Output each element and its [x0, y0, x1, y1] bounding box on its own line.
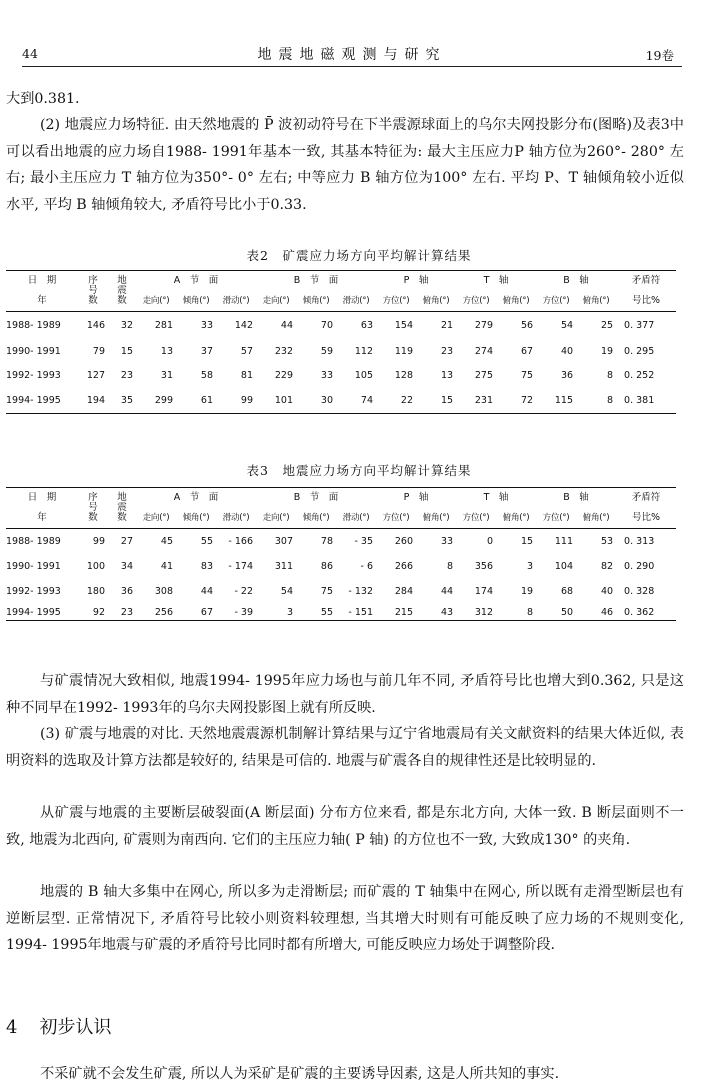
value-cell: 35: [120, 394, 133, 406]
header-p-axis: P 轴: [403, 492, 429, 503]
value-cell: 105: [354, 370, 374, 381]
value-cell: 142: [234, 320, 254, 332]
table-row: [6, 312, 676, 340]
table-row: [6, 605, 676, 621]
table-row: [6, 529, 676, 555]
value-cell: 3: [526, 561, 534, 572]
paragraph-seismic-stress: (2) 地震应力场特征. 由天然地震的 P̄ 波初动符号在下半震源球面上的乌尔夫网投影分布(图略)及表3中可以看出地震的应力场自1988- 1991年基本一致, 其基本特征为: 最大主压应力P 轴方位为260°- 280° 左右; 最小主压应力 T 轴方位为350°- 0° 左右; 中等应力 B 轴方位为100° 左右. 平均 P、T 轴倾角较小近似水平, 平均 B 轴倾角较大, 矛盾符号比小于0.33.: [6, 117, 684, 213]
value-cell: 15: [440, 394, 454, 406]
value-cell: 307: [274, 536, 294, 548]
value-cell: 44: [440, 586, 454, 597]
value-cell: 266: [394, 561, 414, 572]
value-cell: 19: [600, 346, 614, 357]
paragraph-mining: 不采矿就不会发生矿震, 所以人为采矿是矿震的主要诱导因素, 这是人所共知的事实.: [40, 1066, 560, 1082]
value-cell: 75: [520, 370, 534, 381]
value-cell: 101: [274, 394, 294, 406]
value-cell: 32: [120, 320, 133, 332]
value-cell: 15: [120, 346, 133, 357]
header-plunge: 俯角(°): [502, 296, 530, 306]
value-cell: 33: [320, 370, 334, 381]
value-cell: 194: [86, 394, 105, 406]
value-cell: 72: [520, 394, 534, 406]
header-plunge: 俯角(°): [422, 296, 450, 306]
value-cell: 58: [200, 370, 213, 381]
header-plunge: 俯角(°): [502, 513, 530, 523]
header-strike: 走向(°): [262, 296, 290, 306]
value-cell: 27: [120, 536, 133, 548]
value-cell: 86: [320, 561, 334, 572]
table-row: [6, 364, 676, 388]
value-cell: 8: [526, 606, 534, 618]
table3-body: [6, 529, 676, 621]
header-dip: 倾角(°): [302, 296, 330, 306]
value-cell: 146: [86, 320, 105, 332]
header-date: 日 期: [27, 492, 57, 503]
value-cell: 174: [474, 586, 494, 597]
value-cell: 13: [440, 370, 454, 381]
header-ratio-1: 矛盾符: [631, 275, 661, 286]
header-azimuth: 方位(°): [462, 513, 490, 523]
year-range-cell: 1988- 1989: [6, 536, 61, 548]
ratio-cell: 0. 362: [624, 606, 655, 618]
header-plunge: 俯角(°): [422, 513, 450, 523]
value-cell: 100: [86, 561, 105, 572]
value-cell: - 35: [354, 536, 374, 548]
value-cell: 281: [154, 320, 173, 332]
header-slip: 滑动(°): [342, 513, 370, 523]
paragraph-continuation: 大到0.381.: [6, 91, 80, 107]
section-number: 4: [6, 1017, 18, 1038]
header-strike: 走向(°): [142, 513, 170, 523]
value-cell: 274: [474, 346, 494, 357]
value-cell: 275: [474, 370, 494, 381]
header-year: 年: [37, 512, 47, 523]
value-cell: 15: [520, 536, 534, 548]
header-seq: 序号数: [88, 491, 98, 523]
value-cell: 44: [200, 586, 213, 597]
table2-caption: 表2 矿震应力场方向平均解计算结果: [246, 248, 472, 263]
header-a-plane: A 节 面: [173, 492, 219, 503]
value-cell: 215: [394, 606, 414, 618]
value-cell: 284: [394, 586, 414, 597]
value-cell: 33: [440, 536, 454, 548]
value-cell: 43: [440, 606, 454, 618]
ratio-cell: 0. 290: [624, 561, 655, 572]
value-cell: 8: [606, 370, 614, 381]
header-azimuth: 方位(°): [462, 296, 490, 306]
ratio-cell: 0. 328: [624, 586, 655, 597]
value-cell: - 151: [348, 606, 374, 618]
value-cell: 99: [240, 394, 254, 406]
value-cell: 99: [92, 536, 105, 548]
value-cell: 40: [560, 346, 574, 357]
header-slip: 滑动(°): [222, 296, 250, 306]
table2-body: [6, 312, 676, 414]
year-range-cell: 1988- 1989: [6, 320, 61, 332]
value-cell: 56: [520, 320, 534, 332]
header-quake-count: 地震数: [117, 274, 127, 306]
value-cell: 37: [200, 346, 213, 357]
value-cell: 154: [394, 320, 414, 332]
header-azimuth: 方位(°): [542, 513, 570, 523]
value-cell: 231: [474, 394, 494, 406]
header-strike: 走向(°): [142, 296, 170, 306]
value-cell: 67: [200, 606, 213, 618]
value-cell: 92: [92, 606, 105, 618]
value-cell: 308: [154, 586, 173, 597]
table3-caption: 表3 地震应力场方向平均解计算结果: [246, 463, 472, 478]
header-azimuth: 方位(°): [382, 513, 410, 523]
value-cell: 232: [274, 346, 294, 357]
ratio-cell: 0. 377: [624, 320, 655, 332]
header-slip: 滑动(°): [222, 513, 250, 523]
value-cell: 8: [446, 561, 454, 572]
value-cell: 31: [160, 370, 173, 381]
paragraph-fault-plane: 从矿震与地震的主要断层破裂面(A 断层面) 分布方位来看, 都是东北方向, 大体一致. B 断层面则不一致, 地震为北西向, 矿震则为南西向. 它们的主压应力轴( P 轴) 的方位也不一致, 大致成130° 的夹角.: [6, 805, 684, 848]
value-cell: 311: [274, 561, 294, 572]
value-cell: 83: [200, 561, 213, 572]
header-t-axis: T 轴: [483, 492, 509, 503]
header-b-axis: B 轴: [563, 492, 589, 503]
value-cell: 25: [600, 320, 614, 332]
value-cell: 55: [200, 536, 213, 548]
value-cell: 68: [560, 586, 574, 597]
value-cell: 44: [280, 320, 294, 332]
table-row: [6, 388, 676, 414]
value-cell: 104: [554, 561, 574, 572]
header-dip: 倾角(°): [182, 296, 210, 306]
year-range-cell: 1990- 1991: [6, 346, 61, 357]
header-a-plane: A 节 面: [173, 275, 219, 286]
paragraph-mine-vs-quake: 与矿震情况大致相似, 地震1994- 1995年应力场也与前几年不同, 矛盾符号比也增大到0.362, 只是这种不同早在1992- 1993年的乌尔夫网投影图上就有所反映.: [6, 673, 684, 716]
value-cell: 70: [320, 320, 334, 332]
value-cell: 74: [360, 394, 374, 406]
header-seq: 序号数: [88, 274, 98, 306]
table-row: [6, 340, 676, 364]
value-cell: 119: [394, 346, 414, 357]
value-cell: 36: [560, 370, 574, 381]
header-azimuth: 方位(°): [542, 296, 570, 306]
value-cell: 312: [474, 606, 494, 618]
value-cell: - 166: [228, 536, 254, 548]
value-cell: 112: [354, 346, 374, 357]
header-t-axis: T 轴: [483, 275, 509, 286]
page-number: 44: [22, 46, 38, 61]
value-cell: 82: [600, 561, 614, 572]
value-cell: 33: [200, 320, 213, 332]
header-quake-count: 地震数: [117, 491, 127, 523]
header-dip: 倾角(°): [302, 513, 330, 523]
ratio-cell: 0. 252: [624, 370, 655, 381]
value-cell: 81: [240, 370, 254, 381]
value-cell: 79: [92, 346, 105, 357]
value-cell: 36: [120, 586, 133, 597]
value-cell: 34: [120, 561, 133, 572]
header-plunge: 俯角(°): [582, 296, 610, 306]
ratio-cell: 0. 381: [624, 394, 655, 406]
paragraph-comparison: (3) 矿震与地震的对比. 天然地震震源机制解计算结果与辽宁省地震局有关文献资料的结果大体近似, 表明资料的选取及计算方法都是较好的, 结果是可信的. 地震与矿震各自的规律性还是比较明显的.: [6, 726, 684, 769]
value-cell: 78: [320, 536, 334, 548]
header-strike: 走向(°): [262, 513, 290, 523]
value-cell: 115: [554, 394, 574, 406]
value-cell: 256: [154, 606, 173, 618]
header-azimuth: 方位(°): [382, 296, 410, 306]
value-cell: 128: [394, 370, 414, 381]
value-cell: 75: [320, 586, 334, 597]
value-cell: 54: [280, 586, 294, 597]
header-ratio-2: 号比%: [632, 295, 661, 306]
value-cell: 260: [394, 536, 414, 548]
value-cell: 3: [286, 606, 294, 618]
value-cell: 21: [440, 320, 454, 332]
value-cell: - 174: [228, 561, 254, 572]
table-row: [6, 579, 676, 605]
table-row: [6, 555, 676, 579]
value-cell: 22: [400, 394, 414, 406]
header-year: 年: [37, 295, 47, 306]
header-b-plane: B 节 面: [293, 492, 339, 503]
header-date: 日 期: [27, 275, 57, 286]
journal-title: 地震地磁观测与研究: [257, 47, 447, 63]
header-dip: 倾角(°): [182, 513, 210, 523]
value-cell: 23: [440, 346, 454, 357]
value-cell: 54: [560, 320, 574, 332]
table3: [6, 487, 676, 621]
header-b-plane: B 节 面: [293, 275, 339, 286]
year-range-cell: 1994- 1995: [6, 606, 61, 618]
value-cell: - 22: [234, 586, 254, 597]
header-ratio-2: 号比%: [632, 512, 661, 523]
header-slip: 滑动(°): [342, 296, 370, 306]
value-cell: 0: [486, 536, 494, 548]
section-title: 初步认识: [39, 1017, 112, 1038]
ratio-cell: 0. 313: [624, 536, 655, 548]
value-cell: 57: [240, 346, 254, 357]
value-cell: 59: [320, 346, 334, 357]
year-range-cell: 1994- 1995: [6, 394, 61, 406]
value-cell: 127: [86, 370, 105, 381]
value-cell: 55: [320, 606, 334, 618]
value-cell: 299: [154, 394, 173, 406]
value-cell: - 132: [348, 586, 374, 597]
value-cell: 63: [360, 320, 374, 332]
value-cell: 23: [120, 370, 133, 381]
value-cell: 8: [606, 394, 614, 406]
value-cell: 180: [86, 586, 105, 597]
value-cell: 19: [520, 586, 534, 597]
year-range-cell: 1992- 1993: [6, 586, 61, 597]
value-cell: 13: [160, 346, 173, 357]
year-range-cell: 1990- 1991: [6, 561, 61, 572]
running-header: [22, 40, 682, 67]
ratio-cell: 0. 295: [624, 346, 655, 357]
value-cell: 40: [600, 586, 614, 597]
value-cell: 356: [474, 561, 494, 572]
header-p-axis: P 轴: [403, 275, 429, 286]
value-cell: 45: [160, 536, 173, 548]
value-cell: 46: [600, 606, 614, 618]
section-heading: [6, 1013, 111, 1039]
paragraph-b-axis: 地震的 B 轴大多集中在网心, 所以多为走滑断层; 而矿震的 T 轴集中在网心, 所以既有走滑型断层也有逆断层型. 正常情况下, 矛盾符号比较小则资料较理想, 当其增大时则有可能反映了应力场的不规则变化, 1994- 1995年地震与矿震的矛盾符号比同时都有所增大, 可能反映应力场处于调整阶段.: [6, 884, 684, 953]
value-cell: 41: [160, 561, 173, 572]
value-cell: 279: [474, 320, 494, 332]
value-cell: 53: [600, 536, 614, 548]
header-b-axis: B 轴: [563, 275, 589, 286]
value-cell: 23: [120, 606, 133, 618]
value-cell: 229: [274, 370, 294, 381]
header-ratio-1: 矛盾符: [631, 492, 661, 503]
header-plunge: 俯角(°): [582, 513, 610, 523]
year-range-cell: 1992- 1993: [6, 370, 61, 381]
value-cell: 111: [554, 536, 574, 548]
table2: [6, 270, 676, 414]
volume-label: 19卷: [645, 48, 674, 63]
value-cell: 50: [560, 606, 574, 618]
value-cell: 61: [200, 394, 213, 406]
value-cell: - 39: [234, 606, 254, 618]
value-cell: 67: [520, 346, 534, 357]
value-cell: 30: [320, 394, 334, 406]
value-cell: - 6: [360, 561, 374, 572]
